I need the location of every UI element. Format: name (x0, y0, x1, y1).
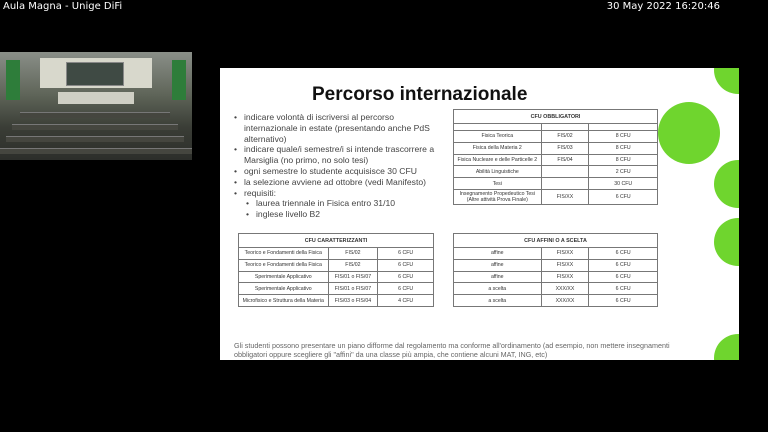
table-row: Sperimentale Applicativo FIS/01 o FIS/07 6 CFU (239, 283, 434, 295)
slide-footnote: Gli studenti possono presentare un piano difforme dal regolamento ma conforme all'ordinamento (ad esempio, non mettere insegnamenti obbligatori oppure scegliere gli "affini" da una classe più ampia, che contiene alcuni MAT, ING, etc) (234, 341, 670, 359)
table-row: affine FIS/XX 6 CFU (454, 259, 658, 271)
table-row: Insegnamento Propedeutico Tesi (Altre attività Prova Finale) FIS/XX 6 CFU (454, 189, 658, 204)
decorative-circle (658, 102, 720, 164)
presentation-slide (220, 68, 739, 360)
table-row: a scelta XXX/XX 6 CFU (454, 295, 658, 307)
table-row: Tesi 30 CFU (454, 178, 658, 190)
stream-timestamp: 30 May 2022 16:20:46 (606, 1, 720, 12)
bullet-item: • ogni semestre lo studente acquisisce 30 CFU (234, 166, 449, 177)
table-row: Abilità Linguistiche 2 CFU (454, 166, 658, 178)
table-row: Teorico e Fondamenti della Fisica FIS/02 6 CFU (239, 248, 434, 260)
decorative-circle (714, 334, 739, 360)
table-row: Fisica Nucleare e delle Particelle 2 FIS/04 8 CFU (454, 154, 658, 166)
lecture-hall-camera-feed (0, 52, 192, 160)
bullet-list (234, 112, 449, 220)
table-row: Fisica della Materia 2 FIS/03 8 CFU (454, 142, 658, 154)
bullet-item: • indicare volontà di iscriversi al percorso internazionale in estate (presentando anche PdS alternativo) (234, 112, 449, 144)
table-header: CFU CARATTERIZZANTI (239, 234, 434, 248)
slide-title: Percorso internazionale (312, 84, 528, 105)
table-cfu-obbligatori (453, 109, 658, 205)
sub-bullet-item: • laurea triennale in Fisica entro 31/10 (234, 198, 449, 209)
bullet-item: • requisiti: (234, 188, 449, 199)
table-row: Microfisico e Struttura della Materia FIS/03 o FIS/04 4 CFU (239, 295, 434, 307)
table-row: Sperimentale Applicativo FIS/01 o FIS/07 6 CFU (239, 271, 434, 283)
table-cfu-caratterizzanti (238, 233, 434, 307)
table-header: CFU AFFINI O A SCELTA (454, 234, 658, 248)
table-row: affine FIS/XX 6 CFU (454, 271, 658, 283)
decorative-circle (714, 68, 739, 94)
stream-title: Aula Magna - Unige DiFi (3, 1, 123, 12)
decorative-circle (714, 218, 739, 266)
table-row: Teorico e Fondamenti della Fisica FIS/02 6 CFU (239, 259, 434, 271)
table-row: a scelta XXX/XX 6 CFU (454, 283, 658, 295)
table-header: CFU OBBLIGATORI (454, 110, 658, 124)
table-cfu-affini (453, 233, 658, 307)
bullet-item: • indicare quale/i semestre/i si intende trascorrere a Marsiglia (no primo, no solo tesi) (234, 144, 449, 166)
table-row: affine FIS/XX 6 CFU (454, 248, 658, 260)
bullet-item: • la selezione avviene ad ottobre (vedi Manifesto) (234, 177, 449, 188)
sub-bullet-item: • inglese livello B2 (234, 209, 449, 220)
table-row: Fisica Teorica FIS/02 8 CFU (454, 131, 658, 143)
decorative-circle (714, 160, 739, 208)
